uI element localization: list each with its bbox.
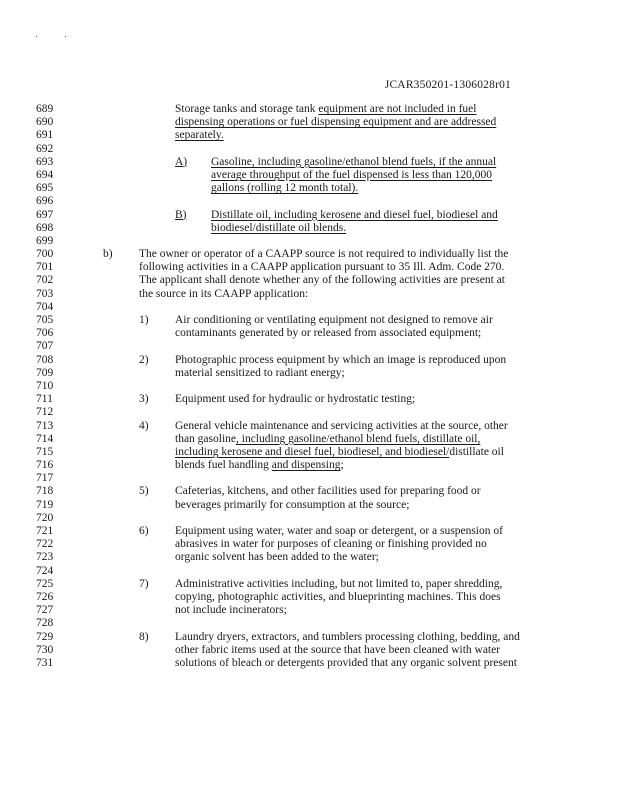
underlined-insertion: Distillate oil, including kerosene and diesel fuel, biodiesel and (211, 208, 498, 221)
line-text (175, 354, 506, 367)
line-number: 717 (36, 472, 54, 485)
document-line (0, 472, 618, 485)
line-text (175, 393, 415, 406)
text-segment: Cafeterias, kitchens, and other facilities used for preparing food or (175, 485, 481, 498)
document-line (0, 274, 618, 287)
line-number: 703 (36, 287, 54, 300)
underlined-insertion: gallons (rolling 12 month total). (211, 182, 359, 195)
line-number: 696 (36, 195, 54, 208)
line-text (175, 499, 409, 512)
item-label: 2) (139, 353, 149, 366)
line-text (175, 327, 481, 340)
line-number: 704 (36, 300, 54, 313)
line-text (175, 578, 502, 591)
line-number: 697 (36, 208, 54, 221)
document-line (0, 525, 618, 538)
document-line (0, 499, 618, 512)
document-line (0, 644, 618, 657)
line-text (175, 459, 344, 472)
line-text (175, 525, 503, 538)
document-line (0, 156, 618, 169)
line-text (211, 182, 358, 195)
document-line (0, 604, 618, 617)
text-segment: not include incinerators; (175, 604, 287, 617)
text-segment: solutions of bleach or detergents provided that any organic solvent present (175, 656, 517, 669)
text-segment: Administrative activities including, but not limited to, paper shredding, (175, 577, 503, 590)
line-text (139, 248, 508, 261)
line-text (175, 446, 504, 459)
line-text (175, 116, 496, 129)
document-line (0, 578, 618, 591)
line-number: 693 (36, 155, 54, 168)
line-number: 718 (36, 485, 54, 498)
document-line (0, 327, 618, 340)
document-line (0, 209, 618, 222)
document-line (0, 261, 618, 274)
line-text (175, 591, 501, 604)
text-segment: Photographic process equipment by which an image is reproduced upon (175, 353, 507, 366)
line-text (175, 485, 481, 498)
line-number: 698 (36, 221, 54, 234)
item-label: 5) (139, 485, 149, 498)
line-number: 706 (36, 327, 54, 340)
document-line (0, 367, 618, 380)
line-number: 708 (36, 353, 54, 366)
line-number: 728 (36, 617, 54, 630)
line-number: 730 (36, 643, 54, 656)
line-text (175, 103, 476, 116)
document-line (0, 103, 618, 116)
text-segment: Equipment using water, water and soap or detergent, or a suspension of (175, 525, 503, 537)
item-label: 7) (139, 577, 149, 590)
line-text (175, 657, 517, 670)
text-segment: beverages primarily for consumption at the source; (175, 498, 410, 511)
text-segment: contaminants generated by or released from associated equipment; (175, 327, 482, 340)
text-segment: material sensitized to radiant energy; (175, 366, 345, 379)
document-line (0, 182, 618, 195)
document-line (0, 314, 618, 327)
document-line (0, 485, 618, 498)
document-line (0, 433, 618, 446)
underlined-insertion: and dispensing (271, 459, 341, 472)
document-line (0, 512, 618, 525)
item-label: 8) (139, 630, 149, 643)
line-text (211, 222, 346, 235)
item-label: 3) (139, 393, 149, 406)
item-label: 4) (139, 419, 149, 432)
document-line (0, 354, 618, 367)
line-text (175, 367, 345, 380)
item-label: 6) (139, 525, 149, 537)
text-segment: Laundry dryers, extractors, and tumblers processing clothing, bedding, and (175, 630, 520, 643)
line-text (175, 631, 520, 644)
text-segment: ; (340, 459, 344, 472)
document-line (0, 288, 618, 301)
line-number: 710 (36, 379, 54, 392)
line-text (175, 433, 480, 446)
document-body (0, 103, 618, 670)
document-line (0, 129, 618, 142)
underlined-insertion: , including gasoline/ethanol blend fuels, distillate oil, (236, 432, 481, 445)
line-text (139, 261, 504, 274)
line-text (175, 551, 379, 564)
text-segment: The owner or operator of a CAAPP source is not required to individually list the (139, 248, 509, 261)
line-number: 721 (36, 525, 54, 537)
line-text (139, 288, 308, 301)
document-line (0, 380, 618, 393)
line-number: 689 (36, 103, 54, 115)
line-number: 699 (36, 234, 54, 247)
line-number: 690 (36, 116, 54, 129)
line-text (211, 156, 496, 169)
line-number: 707 (36, 340, 54, 353)
item-label: A) (175, 155, 188, 168)
document-line (0, 340, 618, 353)
text-segment: following activities in a CAAPP application pursuant to 35 Ill. Adm. Code 270. (139, 261, 505, 274)
line-text (175, 538, 487, 551)
text-segment: organic solvent has been added to the water; (175, 551, 379, 564)
line-number: 700 (36, 248, 54, 261)
line-number: 692 (36, 142, 54, 155)
line-text (175, 644, 500, 657)
line-text (175, 420, 508, 433)
line-number: 724 (36, 564, 54, 577)
underlined-insertion: biodiesel/distillate oil blends. (211, 221, 347, 234)
document-line (0, 420, 618, 433)
line-number: 726 (36, 590, 54, 603)
line-number: 727 (36, 604, 54, 617)
line-number: 716 (36, 459, 54, 472)
text-segment: distillate oil (449, 445, 504, 458)
line-text (139, 274, 505, 287)
underlined-insertion: Gasoline, including gasoline/ethanol blend fuels, if the annual (211, 155, 497, 168)
line-number: 725 (36, 577, 54, 590)
line-text (175, 314, 493, 327)
line-number: 731 (36, 656, 54, 669)
text-segment: the source in its CAAPP application: (139, 287, 309, 300)
item-label: b) (103, 248, 113, 261)
text-segment: copying, photographic activities, and blueprinting machines. This does (175, 590, 501, 603)
item-label: 1) (139, 314, 149, 326)
line-number: 701 (36, 261, 54, 274)
underlined-insertion: equipment are not included in fuel (318, 103, 477, 115)
text-segment: Storage tanks and storage tank (175, 103, 319, 115)
item-label: B) (175, 208, 187, 221)
scan-specks (36, 36, 66, 40)
line-text (211, 209, 498, 222)
document-id-header: JCAR350201-1306028r01 (384, 79, 511, 91)
line-number: 709 (36, 366, 54, 379)
underlined-insertion: dispensing operations or fuel dispensing equipment and are addressed (175, 116, 497, 129)
line-number: 719 (36, 498, 54, 511)
document-line (0, 446, 618, 459)
text-segment: Equipment used for hydraulic or hydrostatic testing; (175, 393, 416, 406)
line-number: 714 (36, 432, 54, 445)
document-line (0, 459, 618, 472)
document-line (0, 301, 618, 314)
line-text (175, 129, 224, 142)
document-line (0, 565, 618, 578)
line-number: 705 (36, 314, 54, 326)
document-line (0, 538, 618, 551)
underlined-insertion: separately. (175, 129, 224, 142)
line-number: 691 (36, 129, 54, 142)
line-text (175, 604, 287, 617)
line-number: 713 (36, 419, 54, 432)
document-line (0, 631, 618, 644)
document-line (0, 222, 618, 235)
line-number: 723 (36, 551, 54, 564)
line-number: 722 (36, 538, 54, 551)
document-line (0, 657, 618, 670)
text-segment: abrasives in water for purposes of cleaning or finishing provided no (175, 538, 487, 551)
document-line (0, 393, 618, 406)
document-line (0, 406, 618, 419)
document-line (0, 235, 618, 248)
document-line (0, 195, 618, 208)
text-segment: Air conditioning or ventilating equipment not designed to remove air (175, 314, 493, 326)
document-line (0, 617, 618, 630)
document-line (0, 248, 618, 261)
document-line (0, 116, 618, 129)
line-number: 702 (36, 274, 54, 287)
line-number: 715 (36, 445, 54, 458)
line-number: 695 (36, 182, 54, 195)
text-segment: than gasoline (175, 432, 236, 445)
document-line (0, 169, 618, 182)
line-number: 729 (36, 630, 54, 643)
text-segment: blends fuel handling (175, 459, 272, 472)
line-number: 720 (36, 511, 54, 524)
document-line (0, 551, 618, 564)
text-segment: General vehicle maintenance and servicing activities at the source, other (175, 419, 508, 432)
text-segment: other fabric items used at the source that have been cleaned with water (175, 643, 501, 656)
line-text (211, 169, 492, 182)
line-number: 712 (36, 406, 54, 419)
underlined-insertion: including kerosene and diesel fuel, biodiesel, and biodiesel/ (175, 445, 450, 458)
line-number: 711 (36, 393, 53, 406)
text-segment: The applicant shall denote whether any of the following activities are present at (139, 274, 505, 287)
underlined-insertion: average throughput of the fuel dispensed is less than 120,000 (211, 168, 493, 181)
document-line (0, 143, 618, 156)
line-number: 694 (36, 168, 54, 181)
document-line (0, 591, 618, 604)
